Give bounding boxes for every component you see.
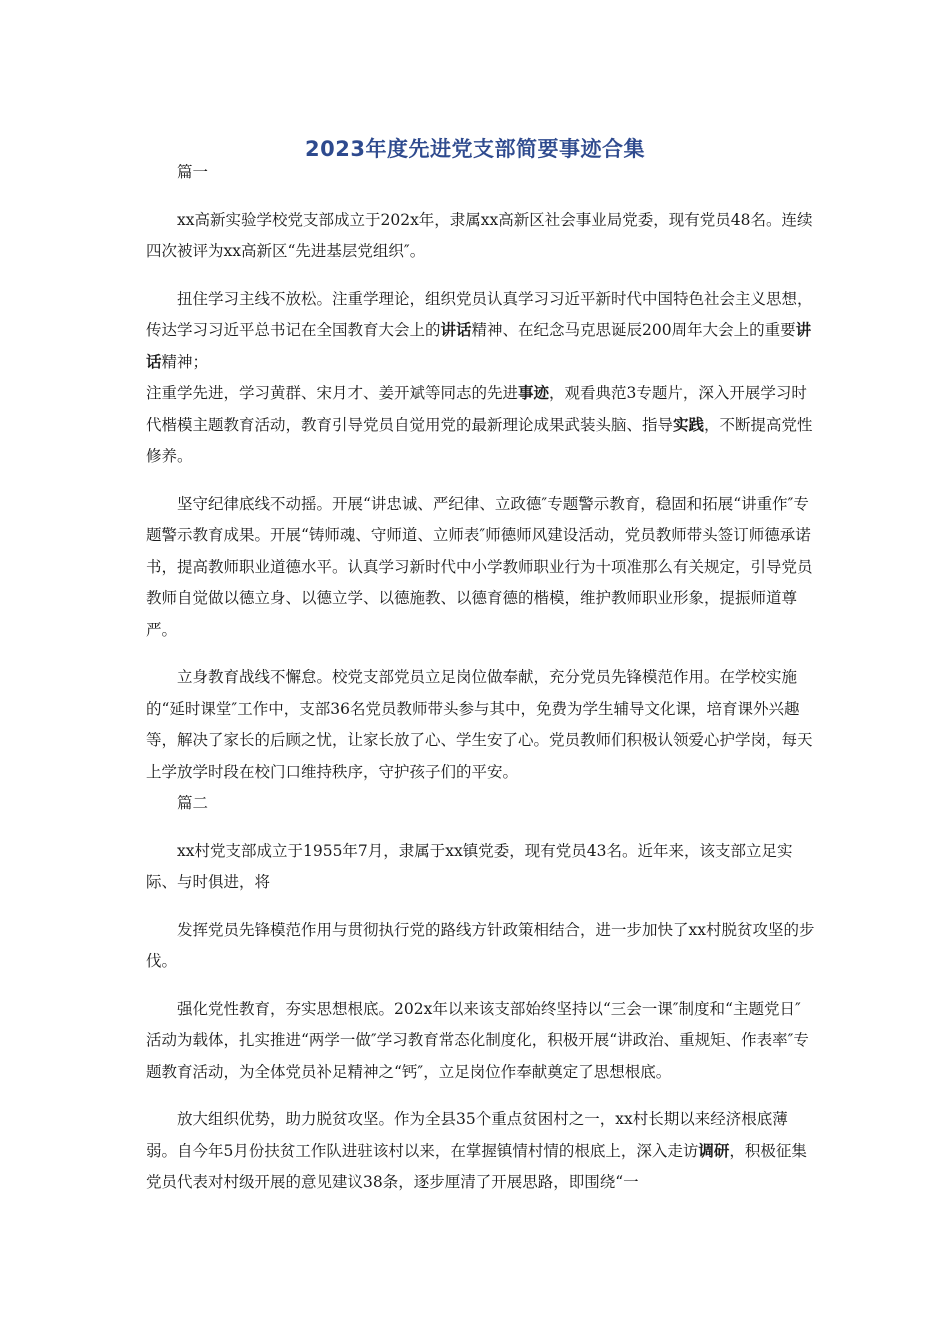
paragraph: 强化党性教育，夯实思想根底。202x年以来该支部始终坚持以“三会一课″制度和“主题党日″活动为载体，扎实推进“两学一做″学习教育常态化制度化，积极开展“讲政治、重规矩、作表率″专题教育活动，为全体党员补足精神之“钙″，立足岗位作奉献奠定了思想根底。: [146, 999, 809, 1081]
paragraph: 放大组织优势，助力脱贫攻坚。作为全县35个重点贫困村之一，xx村长期以来经济根底薄弱。自今年5月份扶贫工作队进驻该村以来，在掌握镇情村情的根底上，深入走访调研，积极征集党员代表对村级开展的意见建议38条，逐步厘清了开展思路，即围绕“一: [146, 1110, 807, 1191]
paragraph: 坚守纪律底线不动摇。开展“讲忠诚、严纪律、立政德″专题警示教育，稳固和拓展“讲重作″专题警示教育成果。开展“铸师魂、守师道、立师表″师德师风建设活动，党员教师带头签订师德承诺书，提高教师职业道德水平。认真学习新时代中小学教师职业行为十项准那么有关规定，引导党员教师自觉做以德立身、以德立学、以德施教、以德育德的楷模，维护教师职业形象，提振师道尊严。: [146, 494, 813, 639]
section-heading-2: 篇二: [177, 794, 209, 812]
document-title: 2023年度先进党支部简要事迹合集: [305, 137, 645, 161]
document-body: [146, 157, 816, 1199]
paragraph: xx高新实验学校党支部成立于202x年，隶属xx高新区社会事业局党委，现有党员48名。连续四次被评为xx高新区“先进基层党组织″。: [146, 210, 813, 260]
paragraph: 扭住学习主线不放松。注重学理论，组织党员认真学习习近平新时代中国特色社会主义思想，传达学习习近平总书记在全国教育大会上的讲话精神、在纪念马克思诞辰200周年大会上的重要讲话精神；: [146, 289, 813, 371]
paragraph: 立身教育战线不懈怠。校党支部党员立足岗位做奉献，充分党员先锋模范作用。在学校实施的“延时课堂″工作中，支部36名党员教师带头参与其中，免费为学生辅导文化课，培育课外兴趣等，解决了家长的后顾之忧，让家长放了心、学生安了心。党员教师们积极认领爱心护学岗，每天上学放学时段在校门口维持秩序，守护孩子们的平安。: [146, 668, 813, 781]
paragraph: 注重学先进，学习黄群、宋月才、姜开斌等同志的先进事迹，观看典范3专题片，深入开展学习时代楷模主题教育活动，教育引导党员自觉用党的最新理论成果武装头脑、指导实践，不断提高党性修养。: [146, 384, 813, 465]
paragraph: 发挥党员先锋模范作用与贯彻执行党的路线方针政策相结合，进一步加快了xx村脱贫攻坚的步伐。: [146, 920, 815, 970]
paragraph: xx村党支部成立于1955年7月，隶属于xx镇党委，现有党员43名。近年来，该支部立足实际、与时俱进，将: [146, 841, 793, 891]
section-heading-1: 篇一: [177, 163, 209, 181]
